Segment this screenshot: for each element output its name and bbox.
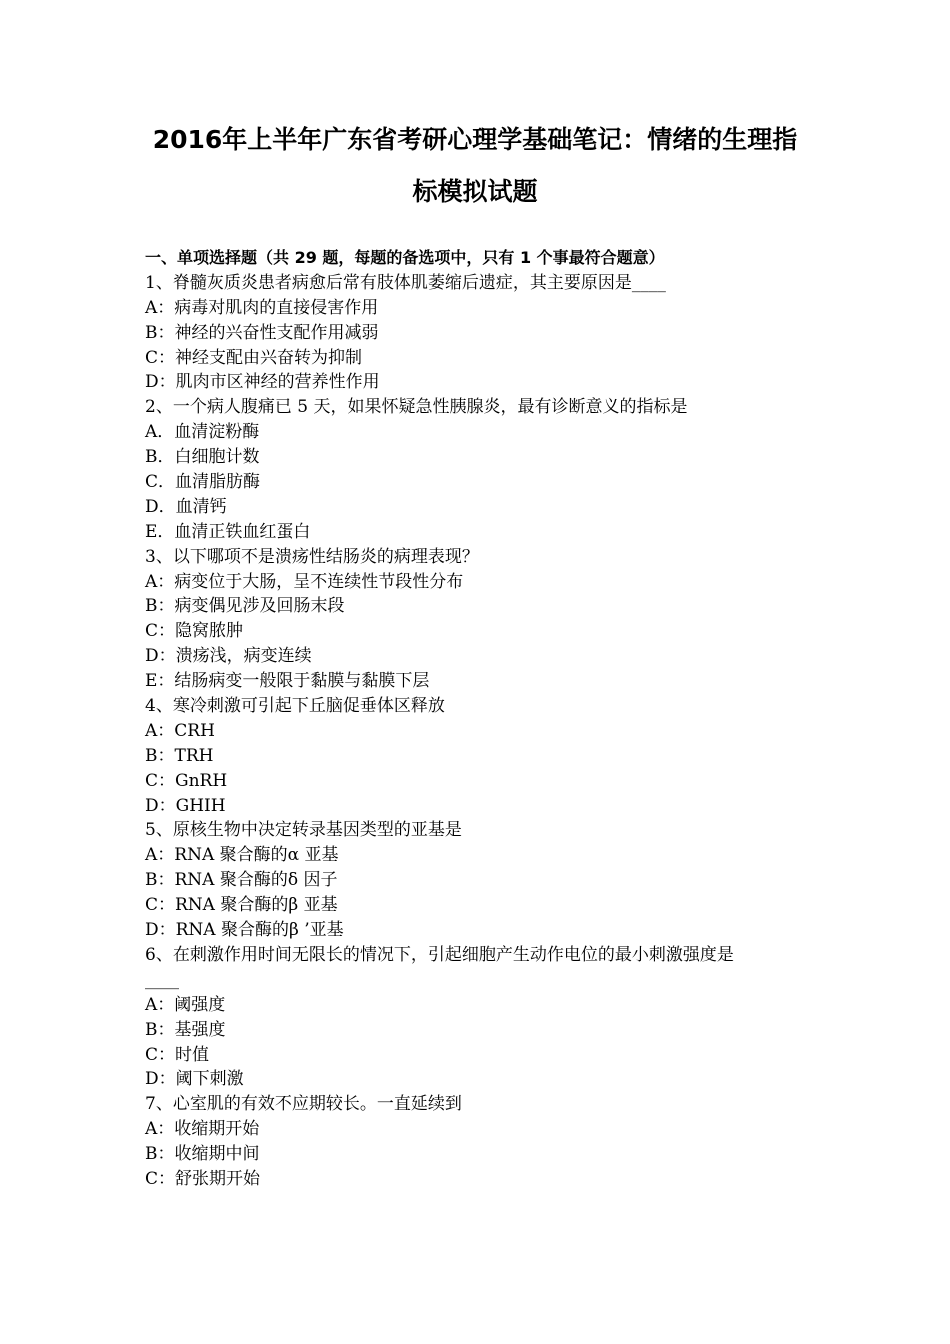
answer-option: A．血清淀粉酶 — [145, 422, 260, 443]
answer-option: A：收缩期开始 — [145, 1119, 260, 1140]
answer-option: D：阈下刺激 — [145, 1069, 244, 1090]
answer-option: A：病变位于大肠，呈不连续性节段性分布 — [145, 571, 464, 592]
title-line-2: 标模拟试题 — [412, 177, 538, 206]
answer-option: B：RNA 聚合酶的δ 因子 — [145, 870, 338, 891]
answer-option: D：溃疡浅，病变连续 — [145, 646, 312, 667]
answer-option: B：病变偶见涉及回肠末段 — [145, 596, 345, 617]
answer-option: B：神经的兴奋性支配作用减弱 — [145, 322, 379, 343]
answer-option: D：肌肉市区神经的营养性作用 — [145, 372, 380, 393]
answer-option: A：病毒对肌肉的直接侵害作用 — [145, 297, 379, 318]
answer-option: C：舒张期开始 — [145, 1168, 261, 1189]
answer-option: C：GnRH — [145, 770, 228, 791]
answer-option: C．血清脂肪酶 — [145, 472, 261, 493]
answer-option: A：RNA 聚合酶的α 亚基 — [145, 845, 339, 866]
question-stem: 3、以下哪项不是溃疡性结肠炎的病理表现？ — [145, 546, 479, 567]
question-stem: 6、在刺激作用时间无限长的情况下，引起细胞产生动作电位的最小刺激强度是 — [145, 944, 734, 965]
answer-option: C：时值 — [145, 1044, 210, 1065]
question-stem: 4、寒冷刺激可引起下丘脑促垂体区释放 — [145, 696, 445, 717]
answer-option: B．白细胞计数 — [145, 447, 260, 468]
question-stem: 1、脊髓灰质炎患者病愈后常有肢体肌萎缩后遗症，其主要原因是____ — [145, 272, 666, 293]
answer-option: E：结肠病变一般限于黏膜与黏膜下层 — [145, 671, 430, 692]
answer-option: B：收缩期中间 — [145, 1144, 260, 1165]
title-line-1: 2016年上半年广东省考研心理学基础笔记：情绪的生理指 — [152, 125, 798, 154]
answer-option: C：神经支配由兴奋转为抑制 — [145, 347, 363, 368]
section-heading: 一、单项选择题（共 29 题，每题的备选项中，只有 1 个事最符合题意） — [145, 248, 665, 267]
question-stem: 2、一个病人腹痛已 5 天，如果怀疑急性胰腺炎，最有诊断意义的指标是 — [145, 397, 688, 418]
answer-option: A：CRH — [145, 720, 215, 741]
answer-option: A：阈强度 — [145, 994, 226, 1015]
answer-option: D：RNA 聚合酶的β ’亚基 — [145, 920, 344, 941]
answer-option: C：隐窝脓肿 — [145, 621, 244, 642]
answer-option: B：基强度 — [145, 1019, 226, 1040]
answer-option: C：RNA 聚合酶的β 亚基 — [145, 895, 338, 916]
answer-option: D：GHIH — [145, 795, 226, 816]
document-title — [120, 114, 830, 218]
document-body — [145, 246, 810, 1192]
answer-option: D．血清钙 — [145, 496, 227, 517]
answer-option: E．血清正铁血红蛋白 — [145, 521, 311, 542]
answer-option: B：TRH — [145, 745, 214, 766]
question-stem: 7、心室肌的有效不应期较长。一直延续到 — [145, 1094, 462, 1115]
question-stem: 5、原核生物中决定转录基因类型的亚基是 — [145, 820, 462, 841]
question-stem-continuation: ____ — [145, 969, 179, 990]
